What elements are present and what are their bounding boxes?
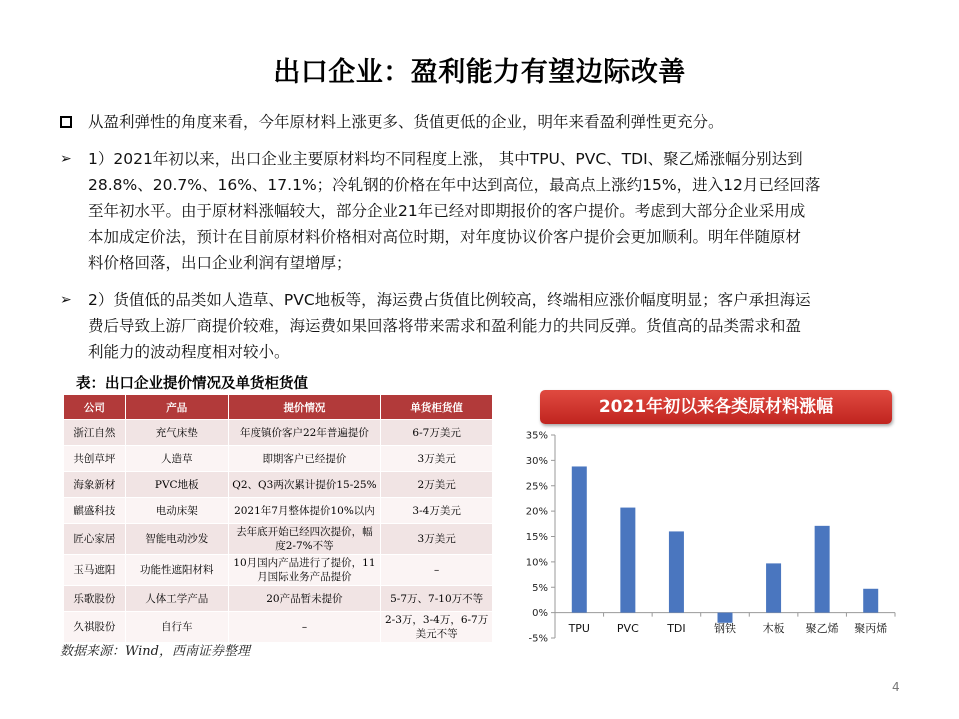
cell-product: 自行车 — [125, 612, 228, 643]
cell-price: 20产品暂未提价 — [228, 586, 381, 612]
table-row — [64, 498, 493, 524]
table-row — [64, 472, 493, 498]
bullet-2-line: 本加成定价法，预计在目前原材料价格相对高位时期，对年度协议价客户提价会更加顺利。明年伴随原材 — [88, 228, 802, 246]
cell-company: 玉马遮阳 — [64, 555, 126, 586]
bullet-1-text: 从盈利弹性的角度来看，今年原材料上涨更多、货值更低的企业，明年来看盈利弹性更充分。 — [88, 113, 724, 131]
x-tick-label: 聚丙烯 — [854, 622, 888, 635]
cell-value: 6-7万美元 — [381, 420, 493, 446]
x-tick-label: 聚乙烯 — [805, 622, 839, 635]
y-tick-label: 25% — [525, 481, 548, 493]
page-title: 出口企业：盈利能力有望边际改善 — [273, 57, 686, 88]
bar-TDI — [669, 531, 684, 612]
x-tick-label: 木板 — [762, 622, 785, 635]
table-row — [64, 420, 493, 446]
y-tick-label: 5% — [532, 582, 548, 594]
table-row — [64, 612, 493, 643]
bar-聚丙烯 — [863, 589, 878, 613]
price-table — [63, 394, 493, 643]
cell-price: 2021年7月整体提价10%以内 — [228, 498, 381, 524]
cell-price: 去年底开始已经四次提价，幅度2-7%不等 — [228, 524, 381, 555]
cell-company: 共创草坪 — [64, 446, 126, 472]
cell-price: Q2、Q3两次累计提价15-25% — [228, 472, 381, 498]
cell-value: 3-4万美元 — [381, 498, 493, 524]
header-value: 单货柜货值 — [381, 395, 493, 420]
cell-price: 即期客户已经提价 — [228, 446, 381, 472]
bullet-1 — [60, 109, 910, 135]
table-row — [64, 446, 493, 472]
bullet-2-line: 1）2021年初以来，出口企业主要原材料均不同程度上涨， 其中TPU、PVC、TDI、聚乙烯涨幅分别达到 — [88, 150, 803, 168]
bullet-3-text — [88, 287, 910, 365]
table-row — [64, 524, 493, 555]
cell-product: 功能性遮阳材料 — [125, 555, 228, 586]
arrow-bullet-icon: ➢ — [60, 151, 72, 167]
bullet-2-line: 料价格回落，出口企业利润有望增厚； — [88, 254, 352, 272]
bullet-3-line: 费后导致上游厂商提价较难，海运费如果回落将带来需求和盈利能力的共同反弹。货值高的品类需求和盈 — [88, 317, 802, 335]
cell-product: 人造草 — [125, 446, 228, 472]
bar-TPU — [572, 466, 587, 612]
bar-木板 — [766, 563, 781, 612]
y-tick-label: -5% — [528, 633, 548, 645]
bullet-2-text — [88, 146, 910, 276]
square-bullet-icon — [60, 109, 80, 137]
cell-price: – — [228, 612, 381, 643]
cell-product: 电动床架 — [125, 498, 228, 524]
cell-value: – — [381, 555, 493, 586]
y-tick-label: 15% — [525, 532, 548, 543]
cell-company: 匠心家居 — [64, 524, 126, 555]
y-tick-label: 0% — [532, 608, 548, 620]
page-number: 4 — [892, 680, 900, 694]
cell-value: 5-7万、7-10万不等 — [381, 586, 493, 612]
raw-material-bar-chart — [505, 420, 905, 650]
x-tick-label: TPU — [568, 622, 590, 635]
x-tick-label: TDI — [667, 622, 686, 635]
table-row — [64, 586, 493, 612]
cell-value: 2万美元 — [381, 472, 493, 498]
cell-company: 麒盛科技 — [64, 498, 126, 524]
cell-value: 3万美元 — [381, 524, 493, 555]
cell-product: 智能电动沙发 — [125, 524, 228, 555]
header-product: 产品 — [125, 395, 228, 420]
cell-value: 2-3万，3-4万，6-7万美元不等 — [381, 612, 493, 643]
cell-company: 海象新材 — [64, 472, 126, 498]
table-header-row — [64, 395, 493, 420]
cell-product: 人体工学产品 — [125, 586, 228, 612]
chart-title: 2021年初以来各类原材料涨幅 — [540, 390, 892, 424]
header-company: 公司 — [64, 395, 126, 420]
y-tick-label: 30% — [525, 455, 548, 467]
bar-聚乙烯 — [815, 526, 830, 613]
bullet-2-line: 至年初水平。由于原材料涨幅较大，部分企业21年已经对即期报价的客户提价。考虑到大部分企业采用成 — [88, 202, 806, 220]
x-tick-label: 钢铁 — [714, 622, 736, 635]
bar-PVC — [620, 508, 635, 613]
bullet-3-line: 2）货值低的品类如人造草、PVC地板等，海运费占货值比例较高，终端相应涨价幅度明显；客户承担海运 — [88, 291, 811, 309]
header-price: 提价情况 — [228, 395, 381, 420]
y-tick-label: 10% — [525, 557, 548, 569]
cell-product: PVC地板 — [125, 472, 228, 498]
x-tick-label: PVC — [616, 622, 639, 635]
cell-company: 浙江自然 — [64, 420, 126, 446]
cell-product: 充气床垫 — [125, 420, 228, 446]
data-source-note: 数据来源：Wind，西南证券整理 — [60, 644, 250, 659]
bullet-3 — [60, 287, 910, 365]
cell-company: 乐歌股份 — [64, 586, 126, 612]
table-row — [64, 555, 493, 586]
bullet-2-line: 28.8%、20.7%、16%、17.1%；冷轧钢的价格在年中达到高位，最高点上涨约15%，进入12月已经回落 — [88, 176, 821, 194]
table-caption: 表：出口企业提价情况及单货柜货值 — [76, 376, 308, 392]
y-tick-label: 20% — [525, 506, 548, 518]
cell-value: 3万美元 — [381, 446, 493, 472]
arrow-bullet-icon: ➢ — [60, 292, 72, 308]
bullet-2 — [60, 146, 910, 276]
bullet-3-line: 利能力的波动程度相对较小。 — [88, 343, 290, 361]
y-tick-label: 35% — [525, 430, 548, 442]
cell-price: 年度镇价客户22年普遍提价 — [228, 420, 381, 446]
cell-price: 10月国内产品进行了提价，11月国际业务产品提价 — [228, 555, 381, 586]
cell-company: 久祺股份 — [64, 612, 126, 643]
